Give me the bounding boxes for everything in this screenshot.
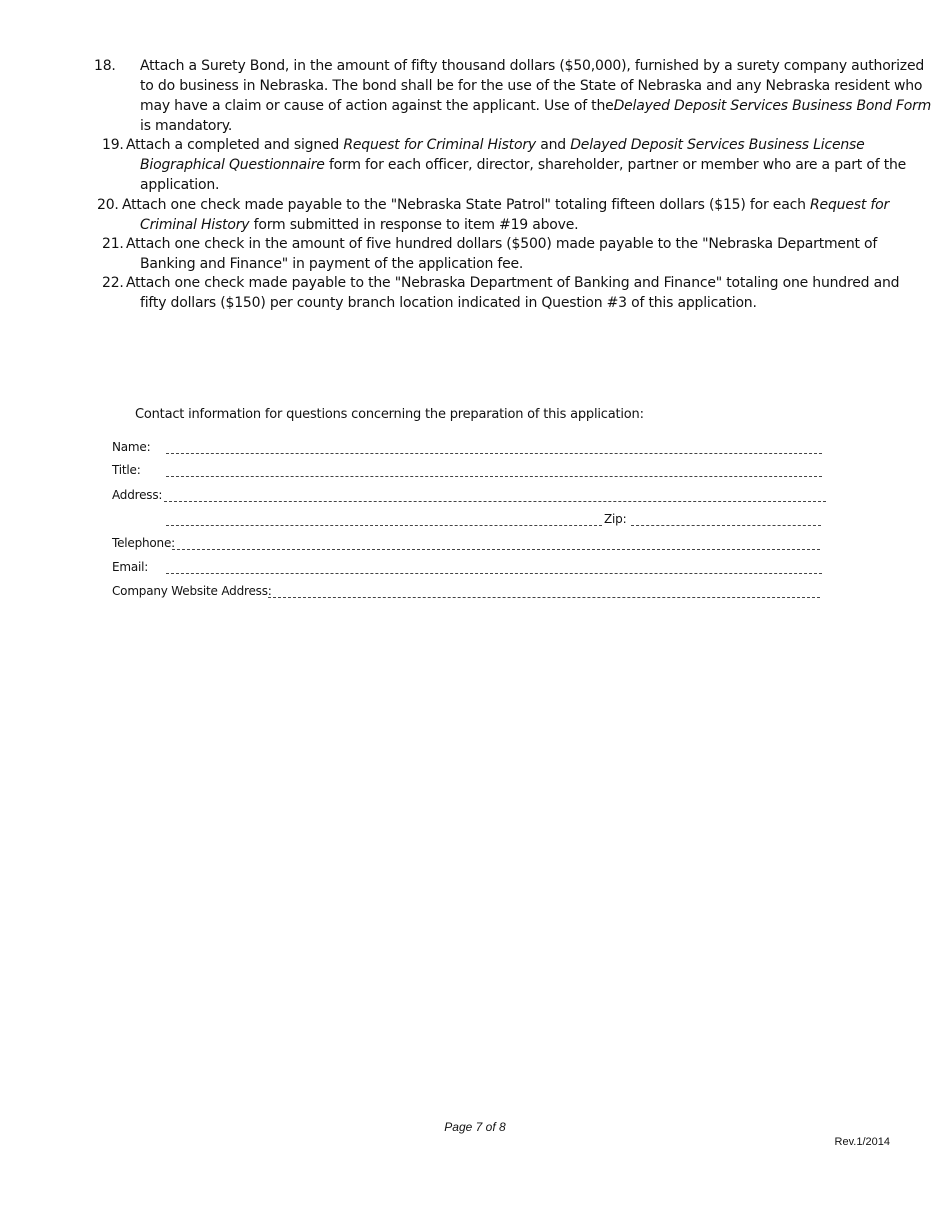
item-line [140,96,931,116]
form-title: Request for Criminal History [343,137,536,153]
zip-field[interactable] [631,525,821,526]
form-title: Request for [810,197,890,213]
form-title: Criminal History [140,217,250,233]
item-line: is mandatory. [140,118,233,134]
title-label: Title: [112,463,141,477]
item-line: Banking and Finance" in payment of the application fee. [140,256,524,272]
item-number: 19. [102,137,124,153]
item-line: application. [140,177,220,193]
item-line [140,215,578,235]
item-line-text: form for each officer, director, shareholder, partner or member who are a part of the [324,157,907,173]
item-line: Attach a Surety Bond, in the amount of fifty thousand dollars ($50,000), furnished by a surety company authorized [140,58,925,74]
item-19 [0,135,950,195]
name-label: Name: [112,440,151,454]
form-title: Biographical Questionnaire [140,157,325,173]
name-field[interactable] [166,453,822,454]
item-line: Attach one check in the amount of five hundred dollars ($500) made payable to the "Nebraska Department of [126,236,878,252]
address-line-2-field[interactable] [166,525,602,526]
address-field[interactable] [164,501,826,502]
item-number: 22. [102,275,124,291]
website-field[interactable] [268,597,820,598]
item-line-text: Attach one check made payable to the "Nebraska State Patrol" totaling fifteen dollars ($15) for each [122,197,811,213]
item-line [126,135,865,155]
item-line-text: Attach a completed and signed [126,137,344,153]
item-22 [0,273,950,313]
zip-label: Zip: [604,512,627,526]
item-line-text: may have a claim or cause of action against the applicant. Use of the [140,98,614,114]
item-21 [0,234,950,274]
revision-label: Rev.1/2014 [834,1136,890,1148]
title-field[interactable] [166,476,822,477]
email-field[interactable] [166,573,822,574]
item-line-text: and [535,137,571,153]
item-number: 20. [97,197,119,213]
page-number: Page 7 of 8 [444,1120,506,1134]
email-label: Email: [112,560,149,574]
item-line: to do business in Nebraska. The bond shall be for the use of the State of Nebraska and any Nebraska resident who [140,78,923,94]
item-number: 18. [94,58,116,74]
item-line: Attach one check made payable to the "Nebraska Department of Banking and Finance" totaling one hundred and [126,275,900,291]
item-20 [0,195,950,235]
telephone-field[interactable] [172,549,820,550]
website-label: Company Website Address: [112,584,272,598]
contact-heading: Contact information for questions concerning the preparation of this application: [135,407,644,422]
item-18 [0,56,950,136]
item-line [140,155,906,175]
form-title: Delayed Deposit Services Business Bond Form [613,98,932,114]
item-number: 21. [102,236,124,252]
item-line-text: form submitted in response to item #19 above. [249,217,579,233]
item-line: fifty dollars ($150) per county branch location indicated in Question #3 of this application. [140,295,757,311]
address-label: Address: [112,488,163,502]
item-line [122,195,889,215]
form-title: Delayed Deposit Services Business License [570,137,865,153]
telephone-label: Telephone: [112,536,175,550]
